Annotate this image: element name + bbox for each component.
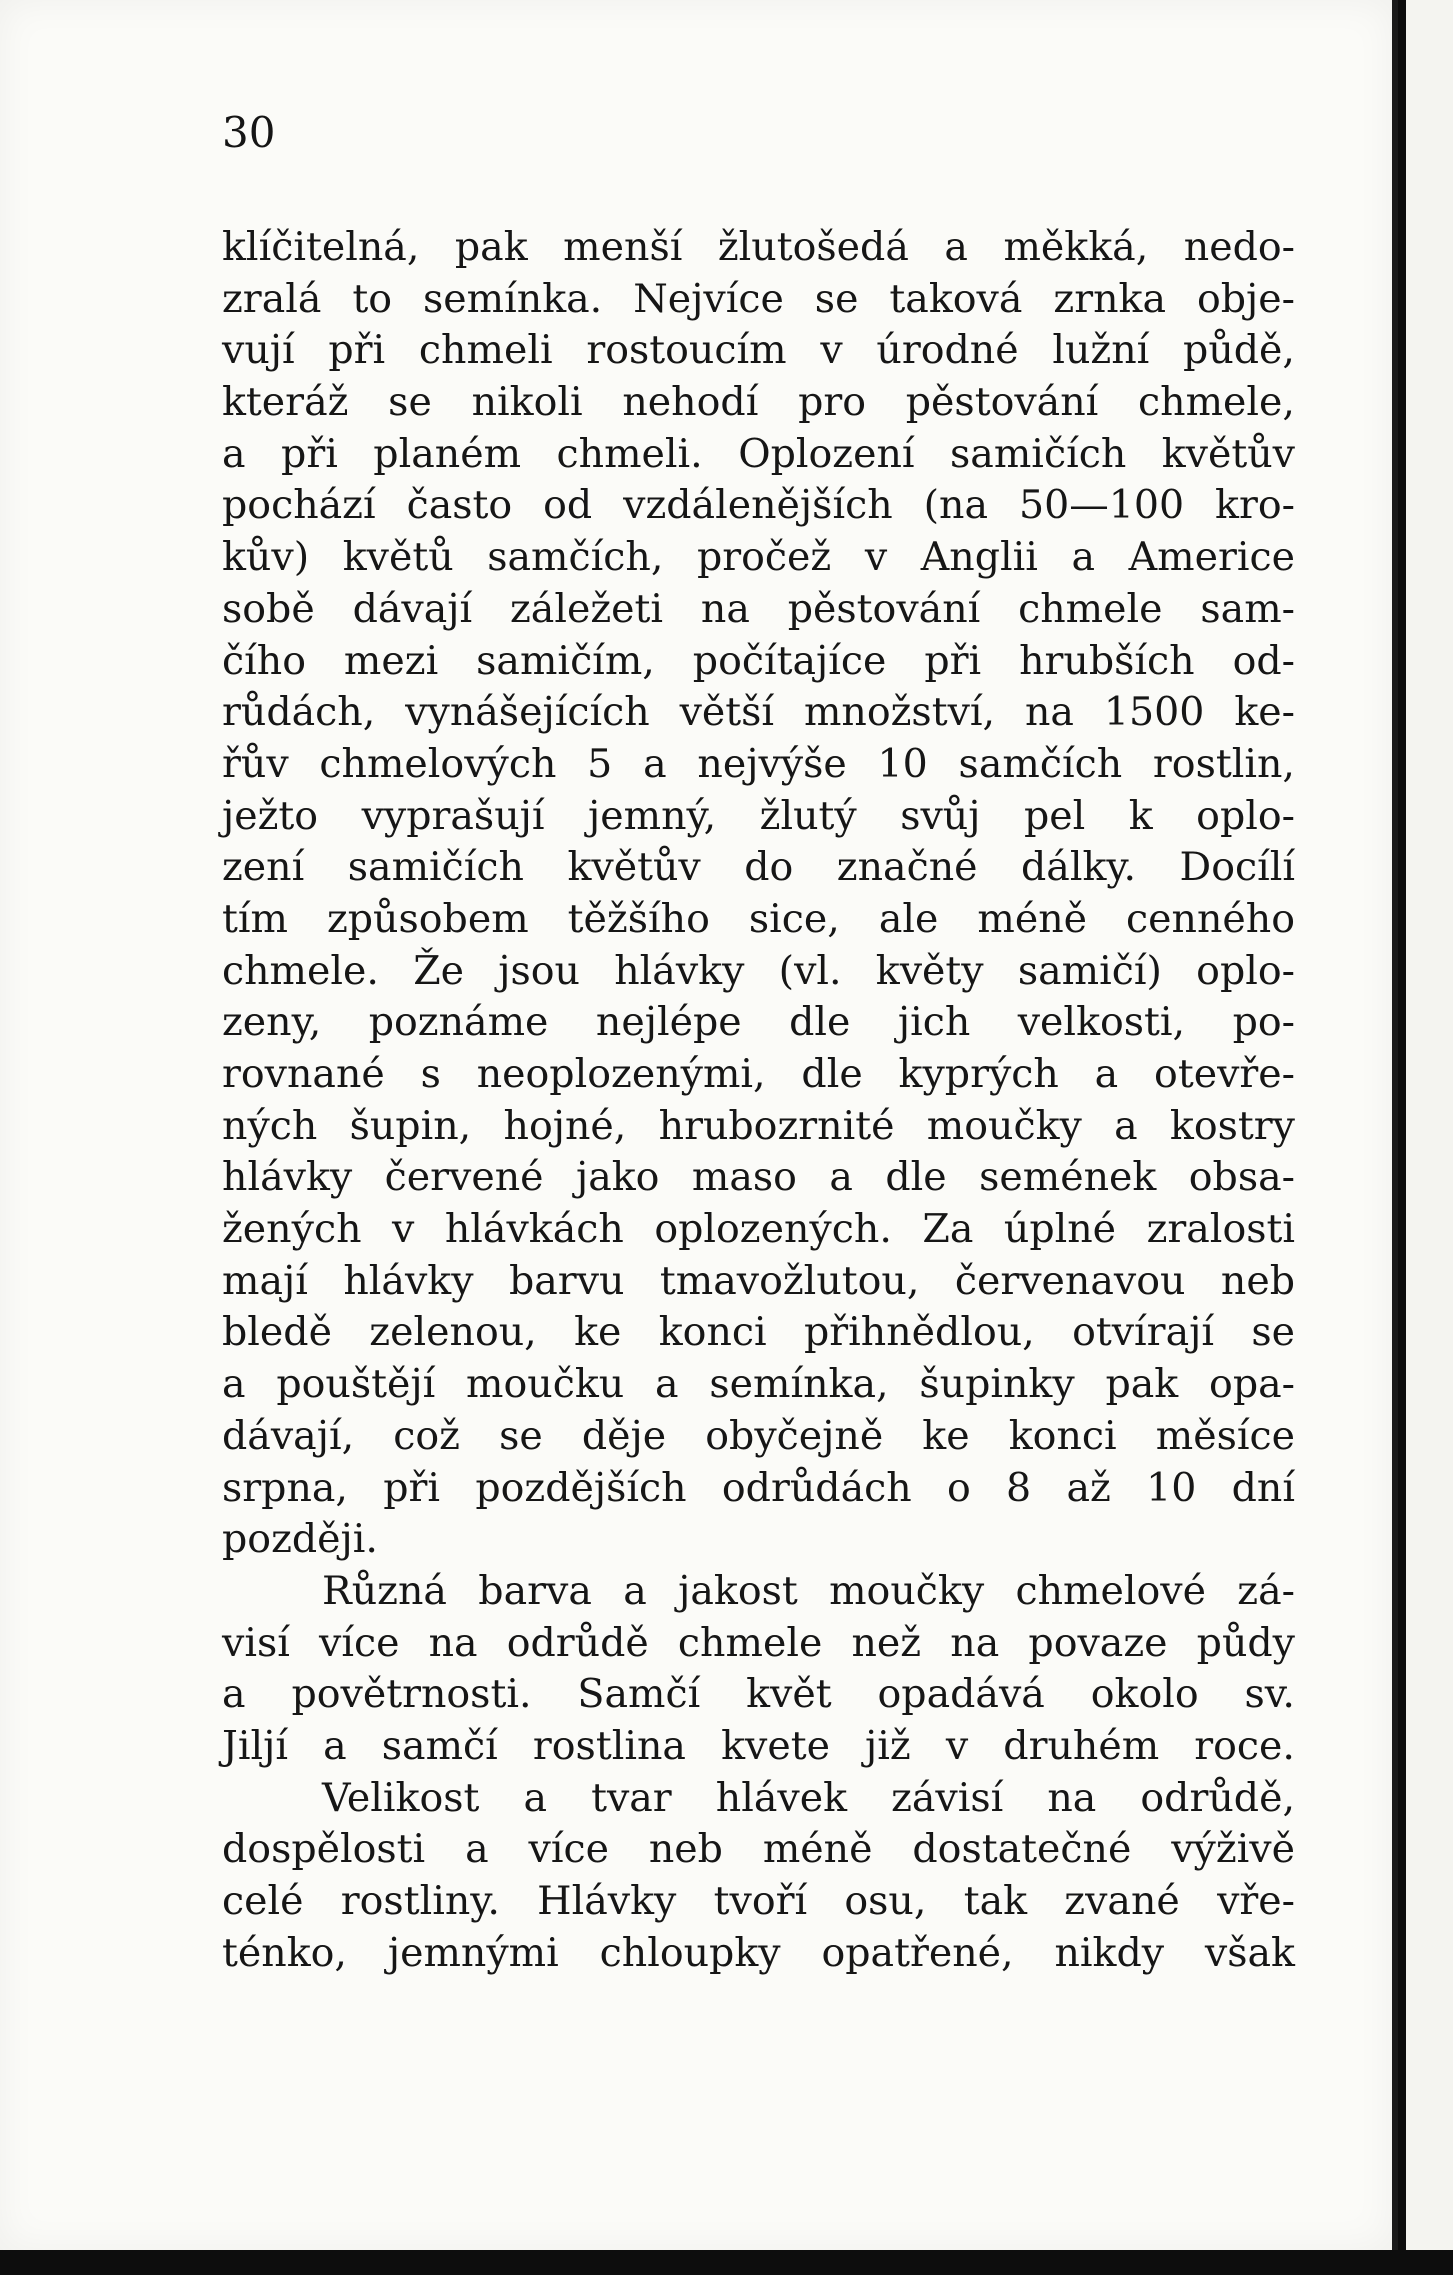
text-line: hlávky červené jako maso a dle semének obsa-	[222, 1154, 1295, 1201]
text-line: a při planém chmeli. Oplození samičích květův	[222, 430, 1295, 477]
text-line: řův chmelových 5 a nejvýše 10 samčích rostlin,	[222, 740, 1295, 787]
text-line: a povětrnosti. Samčí květ opadává okolo sv.	[222, 1671, 1295, 1718]
text-line: chmele. Že jsou hlávky (vl. květy samičí) oplo-	[222, 947, 1295, 994]
text-line: sobě dávají záležeti na pěstování chmele sam-	[222, 585, 1295, 632]
text-line: a pouštějí moučku a semínka, šupinky pak opa-	[222, 1361, 1295, 1408]
text-line: kteráž se nikoli nehodí pro pěstování chmele,	[222, 379, 1295, 426]
text-line: Velikost a tvar hlávek závisí na odrůdě,	[322, 1774, 1295, 1821]
text-line: visí více na odrůdě chmele než na povaze půdy	[222, 1619, 1295, 1666]
text-line: celé rostliny. Hlávky tvoří osu, tak zvané vře-	[222, 1878, 1295, 1924]
text-line: Různá barva a jakost moučky chmelové zá-	[322, 1567, 1295, 1614]
text-line: Jiljí a samčí rostlina kvete již v druhém roce.	[222, 1722, 1295, 1769]
text-line: srpna, při pozdějších odrůdách o 8 až 10 dní	[222, 1464, 1295, 1511]
text-line: klíčitelná, pak menší žlutošedá a měkká, nedo-	[222, 224, 1295, 270]
text-line: zení samičích květův do značné dálky. Docílí	[222, 844, 1295, 891]
text-line: mají hlávky barvu tmavožlutou, červenavou neb	[222, 1257, 1295, 1304]
text-line: ténko, jemnými chloupky opatřené, nikdy však	[222, 1929, 1295, 1976]
text-line: dávají, což se děje obyčejně ke konci měsíce	[222, 1412, 1295, 1459]
text-line: tím způsobem těžšího sice, ale méně cenného	[222, 895, 1295, 942]
text-line: růdách, vynášejících větší množství, na 1500 ke-	[222, 689, 1295, 736]
text-line: ježto vyprašují jemný, žlutý svůj pel k oplo-	[222, 792, 1295, 839]
text-line: dospělosti a více neb méně dostatečné výživě	[222, 1826, 1295, 1873]
text-line: vují při chmeli rostoucím v úrodné lužní půdě,	[222, 327, 1295, 374]
scan-border	[0, 2250, 1453, 2275]
body-text	[222, 222, 1295, 1979]
text-line: bledě zelenou, ke konci přihnědlou, otvírají se	[222, 1309, 1295, 1356]
text-line: později.	[222, 1516, 378, 1563]
text-line: zralá to semínka. Nejvíce se taková zrnka obje-	[222, 275, 1295, 322]
text-line: ných šupin, hojné, hrubozrnité moučky a kostry	[222, 1102, 1295, 1149]
text-line: žených v hlávkách oplozených. Za úplné zralosti	[222, 1206, 1295, 1253]
adjacent-page-edge	[1398, 0, 1453, 2275]
page-number: 30	[222, 108, 276, 157]
text-line: čího mezi samičím, počítajíce při hrubších od-	[222, 637, 1295, 684]
text-line: kův) květů samčích, pročež v Anglii a Americe	[222, 534, 1295, 581]
text-line: zeny, poznáme nejlépe dle jich velkosti, po-	[222, 999, 1295, 1046]
text-line: rovnané s neoplozenými, dle kyprých a otevře-	[222, 1051, 1295, 1097]
text-line: pochází často od vzdálenějších (na 50—100 kro-	[222, 482, 1295, 529]
